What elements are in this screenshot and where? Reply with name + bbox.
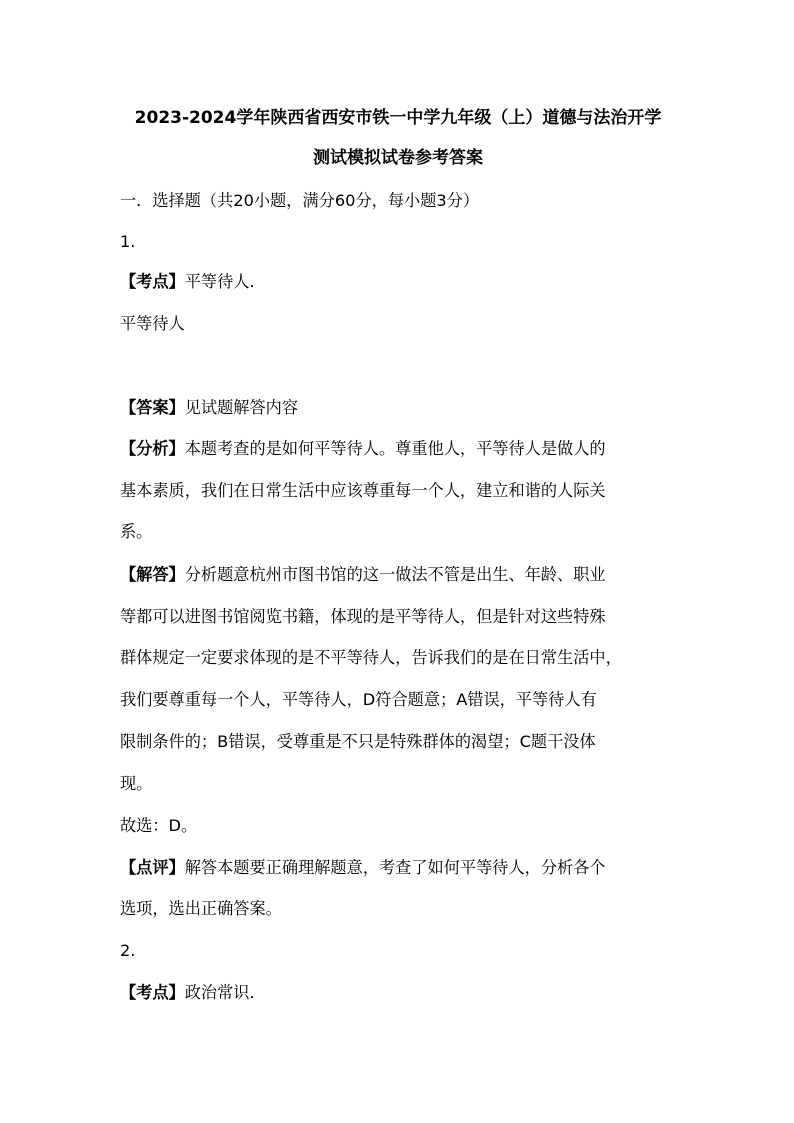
- question-1-solution-line-5: 限制条件的；B错误，受尊重是不只是特殊群体的渴望；C题干没体: [120, 732, 596, 751]
- kaodian-text: 政治常识．: [184, 983, 266, 1002]
- analysis-text: 本题考查的是如何平等待人。尊重他人，平等待人是做人的: [184, 439, 606, 458]
- analysis-label: 【分析】: [120, 439, 185, 458]
- section-heading: 一．选择题（共20小题，满分60分，每小题3分）: [120, 191, 480, 210]
- question-1-solution-line-1: [120, 564, 606, 586]
- kaodian-label: 【考点】: [120, 983, 185, 1002]
- question-1-kaodian-sub: 平等待人: [120, 314, 185, 333]
- question-1-solution-line-4: 我们要尊重每一个人，平等待人，D符合题意；A错误，平等待人有: [120, 690, 597, 709]
- question-1-number: 1.: [120, 232, 136, 251]
- question-2-kaodian: [120, 982, 266, 1004]
- question-1-solution-line-6: 现。: [120, 774, 153, 793]
- solution-text: 分析题意杭州市图书馆的这一做法不管是出生、年龄、职业: [184, 565, 606, 584]
- question-1-kaodian: [120, 271, 266, 293]
- question-1-analysis-line-3: 系。: [120, 522, 153, 541]
- question-1-choice: 故选：D。: [120, 816, 198, 835]
- question-1-answer: [120, 397, 298, 419]
- answer-text: 见试题解答内容: [184, 398, 299, 417]
- comment-text: 解答本题要正确理解题意，考查了如何平等待人，分析各个: [184, 858, 606, 877]
- question-1-analysis-line-1: [120, 438, 606, 460]
- question-2-number: 2.: [120, 941, 136, 960]
- question-1-analysis-line-2: 基本素质，我们在日常生活中应该尊重每一个人，建立和谐的人际关: [120, 481, 606, 500]
- question-1-solution-line-3: 群体规定一定要求体现的是不平等待人，告诉我们的是在日常生活中，: [120, 648, 622, 667]
- document-title-line-2: 测试模拟试卷参考答案: [313, 148, 483, 168]
- question-1-solution-line-2: 等都可以进图书馆阅览书籍，体现的是平等待人，但是针对这些特殊: [120, 607, 606, 626]
- kaodian-label: 【考点】: [120, 272, 185, 291]
- answer-label: 【答案】: [120, 398, 185, 417]
- question-1-comment-line-2: 选项，选出正确答案。: [120, 899, 282, 918]
- solution-label: 【解答】: [120, 565, 185, 584]
- kaodian-text: 平等待人．: [184, 272, 266, 291]
- question-1-comment-line-1: [120, 857, 606, 879]
- comment-label: 【点评】: [120, 858, 185, 877]
- document-title-line-1: 2023-2024学年陕西省西安市铁一中学九年级（上）道德与法治开学: [134, 108, 662, 128]
